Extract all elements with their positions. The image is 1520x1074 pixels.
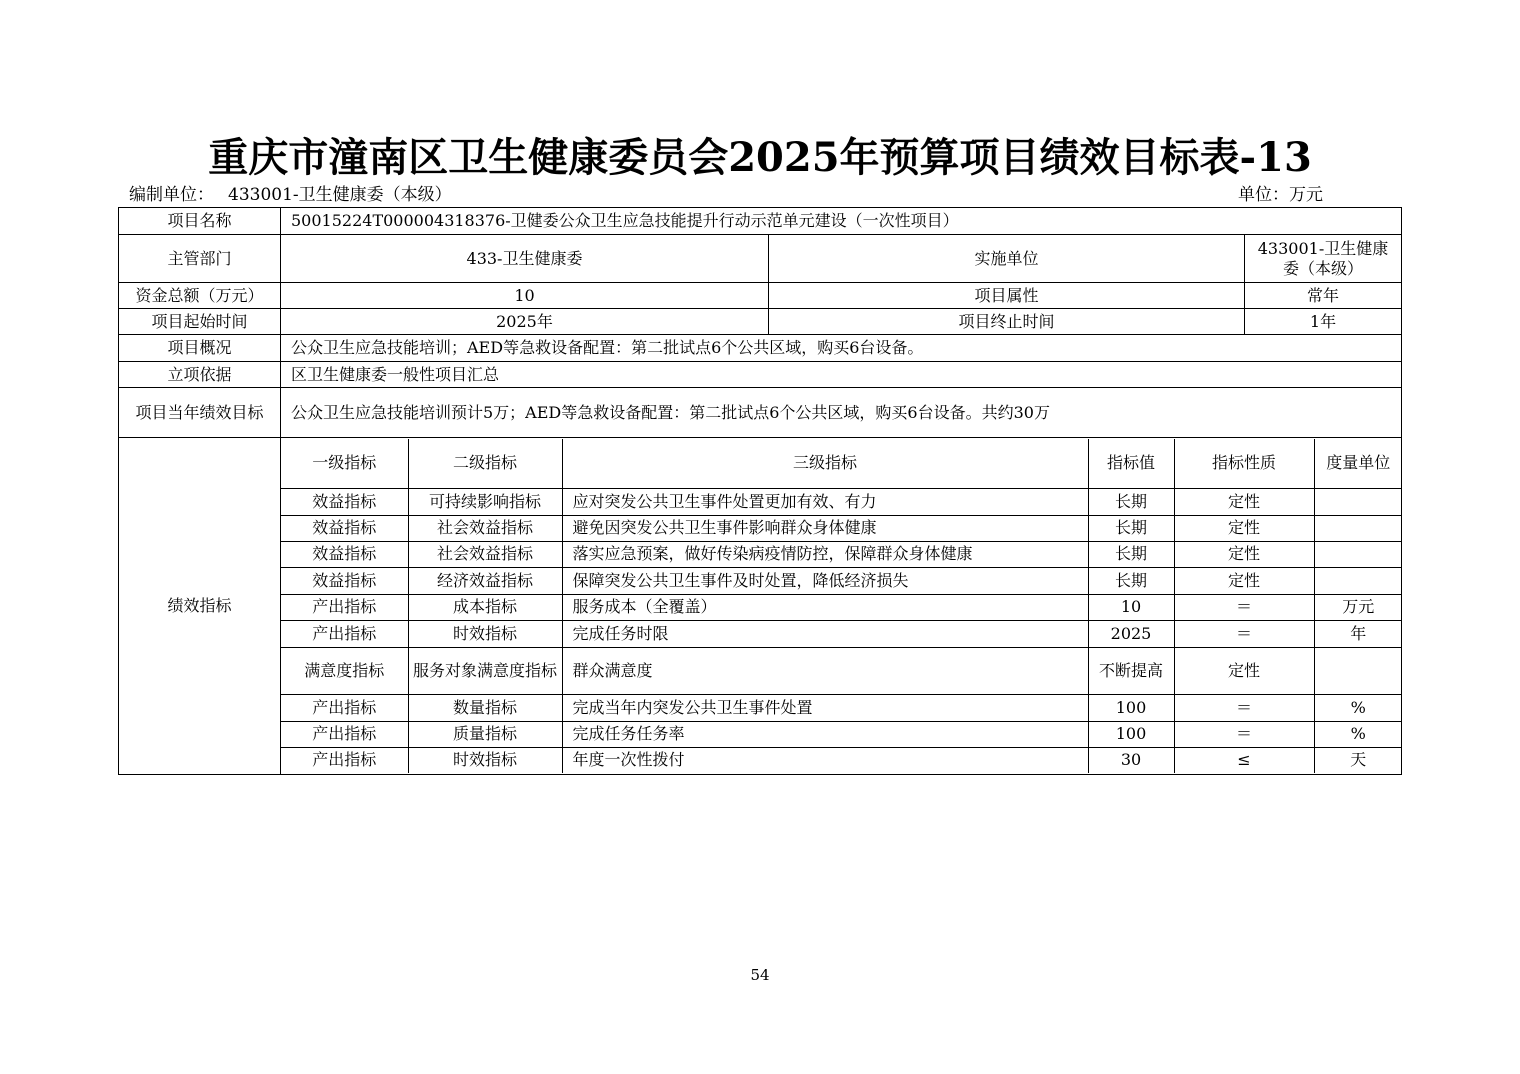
unit-cell: 天 xyxy=(1314,747,1402,773)
level3-cell: 群众满意度 xyxy=(562,647,1088,694)
unit-cell: % xyxy=(1314,721,1402,747)
row-basis xyxy=(119,362,1402,388)
compiling-unit-value: 433001-卫生健康委（本级） xyxy=(228,185,452,205)
nature-cell: ＝ xyxy=(1174,694,1314,721)
level1-cell: 满意度指标 xyxy=(281,647,408,694)
nature-cell: 定性 xyxy=(1174,488,1314,515)
level2-cell: 数量指标 xyxy=(408,694,562,721)
nature-cell: ≤ xyxy=(1174,747,1314,773)
impl-value: 433001-卫生健康委（本级） xyxy=(1245,235,1402,283)
level1-cell: 产出指标 xyxy=(281,747,408,773)
level2-cell: 时效指标 xyxy=(408,620,562,647)
level2-cell: 质量指标 xyxy=(408,721,562,747)
value-cell: 100 xyxy=(1088,721,1174,747)
currency-unit: 单位：万元 xyxy=(1238,185,1323,205)
row-overview xyxy=(119,335,1402,362)
table-row xyxy=(281,620,1402,647)
table-row xyxy=(281,541,1402,567)
compiling-unit-label: 编制单位： xyxy=(129,185,214,205)
unit-cell xyxy=(1314,567,1402,594)
unit-cell xyxy=(1314,647,1402,694)
value-cell: 长期 xyxy=(1088,515,1174,541)
unit-cell: 年 xyxy=(1314,620,1402,647)
goal-value: 公众卫生应急技能培训预计5万；AED等急救设备配置：第二批试点6个公共区域，购买6台设备。共约30万 xyxy=(281,388,1402,438)
header-level1: 一级指标 xyxy=(281,439,408,488)
table-row xyxy=(281,647,1402,694)
row-goal xyxy=(119,388,1402,438)
header-value: 指标值 xyxy=(1088,439,1174,488)
header-level2: 二级指标 xyxy=(408,439,562,488)
nature-cell: 定性 xyxy=(1174,541,1314,567)
fund-value: 10 xyxy=(281,283,769,309)
level1-cell: 产出指标 xyxy=(281,694,408,721)
indicators-header-row xyxy=(281,439,1402,488)
indicators-table xyxy=(281,439,1402,773)
goal-label: 项目当年绩效目标 xyxy=(119,388,281,438)
level3-cell: 保障突发公共卫生事件及时处置，降低经济损失 xyxy=(562,567,1088,594)
table-row xyxy=(281,567,1402,594)
nature-cell: 定性 xyxy=(1174,567,1314,594)
table-row xyxy=(281,747,1402,773)
compiling-unit xyxy=(129,184,452,206)
value-cell: 长期 xyxy=(1088,541,1174,567)
header-unit: 度量单位 xyxy=(1314,439,1402,488)
level1-cell: 产出指标 xyxy=(281,620,408,647)
table-row xyxy=(281,515,1402,541)
table-row xyxy=(281,694,1402,721)
nature-cell: 定性 xyxy=(1174,515,1314,541)
level3-cell: 完成任务任务率 xyxy=(562,721,1088,747)
level2-cell: 社会效益指标 xyxy=(408,515,562,541)
level3-cell: 应对突发公共卫生事件处置更加有效、有力 xyxy=(562,488,1088,515)
end-label: 项目终止时间 xyxy=(769,309,1245,335)
level3-cell: 完成当年内突发公共卫生事件处置 xyxy=(562,694,1088,721)
unit-cell xyxy=(1314,488,1402,515)
unit-cell xyxy=(1314,515,1402,541)
unit-cell: % xyxy=(1314,694,1402,721)
project-name-value: 50015224T000004318376-卫健委公众卫生应急技能提升行动示范单元建设（一次性项目） xyxy=(281,208,1402,235)
level1-cell: 产出指标 xyxy=(281,594,408,620)
fund-label: 资金总额（万元） xyxy=(119,283,281,309)
nature-cell: ＝ xyxy=(1174,620,1314,647)
header-nature: 指标性质 xyxy=(1174,439,1314,488)
row-project-name xyxy=(119,208,1402,235)
level2-cell: 社会效益指标 xyxy=(408,541,562,567)
level2-cell: 可持续影响指标 xyxy=(408,488,562,515)
indicators-label: 绩效指标 xyxy=(119,438,281,775)
level3-cell: 避免因突发公共卫生事件影响群众身体健康 xyxy=(562,515,1088,541)
value-cell: 30 xyxy=(1088,747,1174,773)
nature-cell: ＝ xyxy=(1174,721,1314,747)
overview-value: 公众卫生应急技能培训；AED等急救设备配置：第二批试点6个公共区域，购买6台设备。 xyxy=(281,335,1402,362)
nature-cell: ＝ xyxy=(1174,594,1314,620)
indicators-cell xyxy=(281,438,1402,775)
value-cell: 100 xyxy=(1088,694,1174,721)
header-level3: 三级指标 xyxy=(562,439,1088,488)
table-row xyxy=(281,721,1402,747)
level1-cell: 效益指标 xyxy=(281,541,408,567)
level1-cell: 效益指标 xyxy=(281,567,408,594)
basis-label: 立项依据 xyxy=(119,362,281,388)
attr-value: 常年 xyxy=(1245,283,1402,309)
level3-cell: 年度一次性拨付 xyxy=(562,747,1088,773)
row-fund xyxy=(119,283,1402,309)
row-department xyxy=(119,235,1402,283)
start-value: 2025年 xyxy=(281,309,769,335)
level1-cell: 效益指标 xyxy=(281,515,408,541)
level2-cell: 时效指标 xyxy=(408,747,562,773)
project-name-label: 项目名称 xyxy=(119,208,281,235)
start-label: 项目起始时间 xyxy=(119,309,281,335)
basis-value: 区卫生健康委一般性项目汇总 xyxy=(281,362,1402,388)
level2-cell: 经济效益指标 xyxy=(408,567,562,594)
value-cell: 10 xyxy=(1088,594,1174,620)
dept-label: 主管部门 xyxy=(119,235,281,283)
level3-cell: 完成任务时限 xyxy=(562,620,1088,647)
nature-cell: 定性 xyxy=(1174,647,1314,694)
value-cell: 2025 xyxy=(1088,620,1174,647)
level2-cell: 服务对象满意度指标 xyxy=(408,647,562,694)
level1-cell: 产出指标 xyxy=(281,721,408,747)
level3-cell: 服务成本（全覆盖） xyxy=(562,594,1088,620)
end-value: 1年 xyxy=(1245,309,1402,335)
level2-cell: 成本指标 xyxy=(408,594,562,620)
value-cell: 长期 xyxy=(1088,567,1174,594)
level1-cell: 效益指标 xyxy=(281,488,408,515)
value-cell: 长期 xyxy=(1088,488,1174,515)
dept-value: 433-卫生健康委 xyxy=(281,235,769,283)
table-row xyxy=(281,594,1402,620)
value-cell: 不断提高 xyxy=(1088,647,1174,694)
performance-target-table xyxy=(118,207,1402,775)
overview-label: 项目概况 xyxy=(119,335,281,362)
impl-label: 实施单位 xyxy=(769,235,1245,283)
page-title: 重庆市潼南区卫生健康委员会2025年预算项目绩效目标表-13 xyxy=(208,134,1312,181)
level3-cell: 落实应急预案，做好传染病疫情防控，保障群众身体健康 xyxy=(562,541,1088,567)
unit-cell: 万元 xyxy=(1314,594,1402,620)
page-number: 54 xyxy=(750,966,770,984)
table-row xyxy=(281,488,1402,515)
row-time xyxy=(119,309,1402,335)
unit-cell xyxy=(1314,541,1402,567)
attr-label: 项目属性 xyxy=(769,283,1245,309)
row-indicators xyxy=(119,438,1402,775)
